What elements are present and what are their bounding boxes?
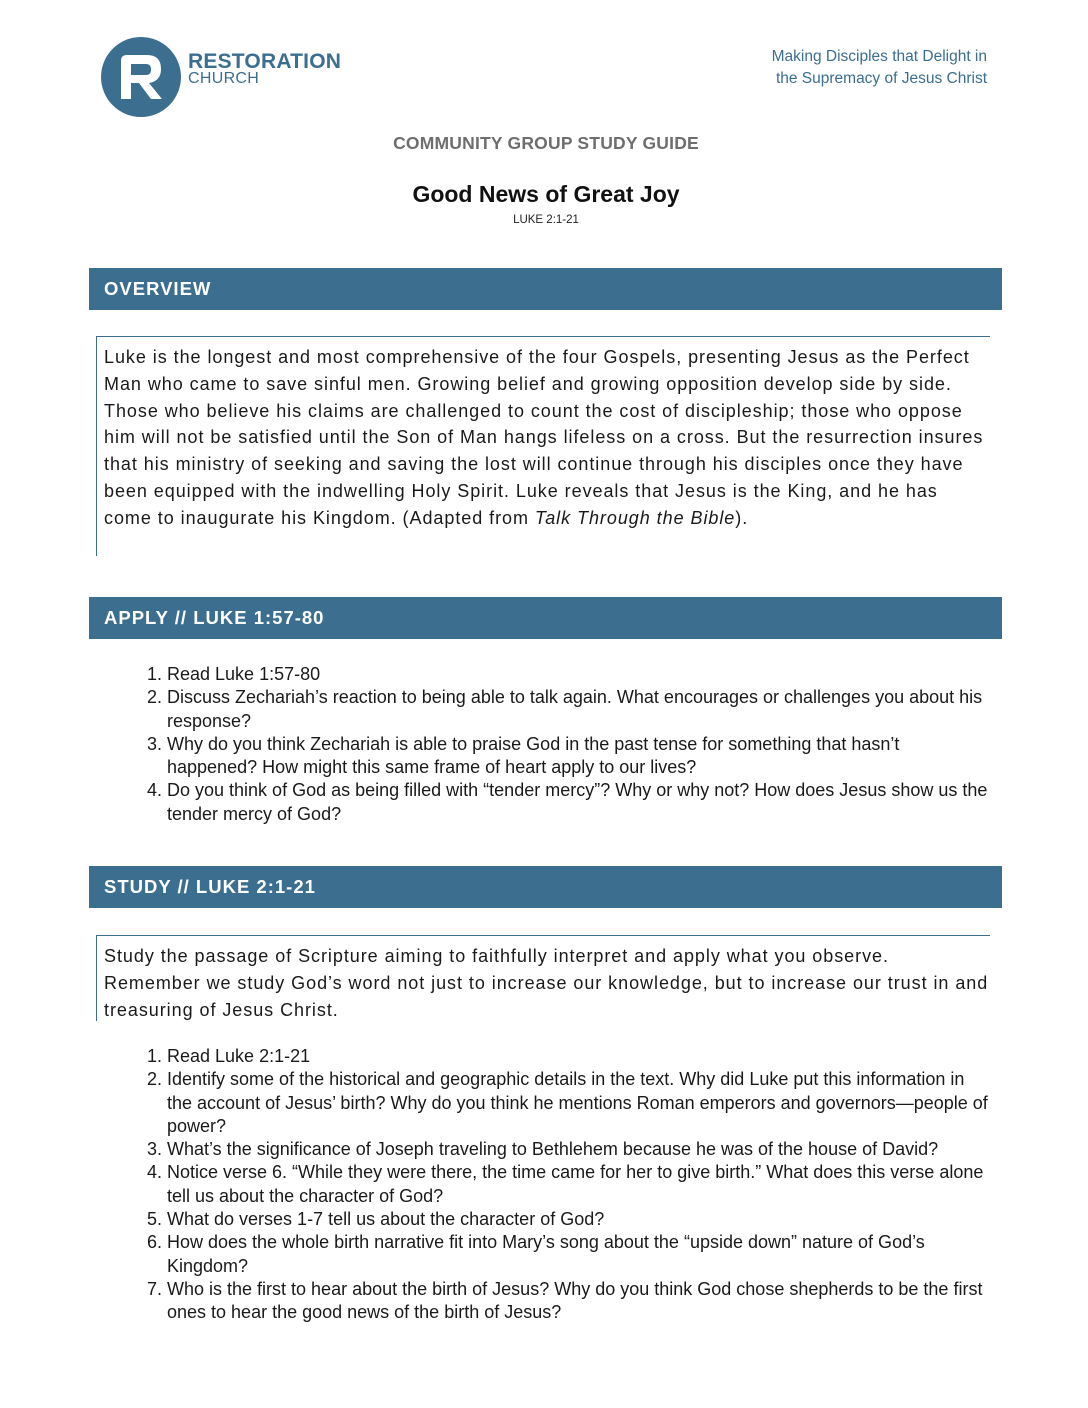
- overview-text: Luke is the longest and most comprehensive of the four Gospels, presenting Jesus as the Perfect Man who came to save sinful men. Growing belief and growing opposition develop side by side. Those who believe his claims are challenged to count the cost of discipleship; those who oppose him will not be satisfied until the Son of Man hangs lifeless on a cross. But the resurrection insures that his ministry of seeking and saving the lost will continue through his disciples once they have been equipped with the indwelling Holy Spirit. Luke reveals that Jesus is the King, and he has come to inaugurate his Kingdom. (Adapted from: [104, 347, 984, 528]
- list-item: 4. Notice verse 6. “While they were there, the time came for her to give birth.” What does this verse alone tell us about the character of God?: [167, 1161, 991, 1208]
- list-item: 3. Why do you think Zechariah is able to praise God in the past tense for something that hasn’t happened? How might this same frame of heart apply to our lives?: [167, 733, 991, 780]
- list-item: 2. Discuss Zechariah’s reaction to being able to talk again. What encourages or challenges you about his response?: [167, 686, 991, 733]
- list-item: 6. How does the whole birth narrative fit into Mary’s song about the “upside down” nature of God’s Kingdom?: [167, 1231, 991, 1278]
- overview-heading: OVERVIEW: [89, 268, 1002, 310]
- overview-source: Talk Through the Bible: [534, 507, 736, 528]
- tagline-line-1: Making Disciples that Delight in: [771, 48, 987, 65]
- apply-question-list: [131, 663, 991, 826]
- list-item: 3. What’s the significance of Joseph traveling to Bethlehem because he was of the house of David?: [167, 1138, 991, 1161]
- list-item: 4. Do you think of God as being filled with “tender mercy”? Why or why not? How does Jesus show us the tender mercy of God?: [167, 779, 991, 826]
- overview-text-end: ).: [735, 507, 749, 528]
- study-heading: STUDY // LUKE 2:1-21: [89, 866, 1002, 908]
- scripture-reference: LUKE 2:1-21: [513, 214, 579, 226]
- logo-subtitle: CHURCH: [188, 70, 260, 87]
- study-intro-text: Study the passage of Scripture aiming to faithfully interpret and apply what you observe. Remember we study God’s word not just to increase our knowledge, but to increase our trust in and treasuring of Jesus Christ.: [104, 946, 989, 1020]
- tagline: [667, 46, 987, 90]
- logo-name: RESTORATION: [188, 50, 342, 73]
- list-item: 1. Read Luke 1:57-80: [167, 663, 991, 686]
- list-item: 1. Read Luke 2:1-21: [167, 1045, 991, 1068]
- church-logo: [101, 37, 346, 117]
- page-title: Good News of Great Joy: [412, 181, 680, 207]
- overview-box: [96, 336, 990, 556]
- tagline-line-2: the Supremacy of Jesus Christ: [775, 70, 987, 87]
- list-item: 2. Identify some of the historical and geographic details in the text. Why did Luke put this information in the account of Jesus’ birth? Why do you think he mentions Roman emperors and governors—people of power?: [167, 1068, 991, 1138]
- list-item: 7. Who is the first to hear about the birth of Jesus? Why do you think God chose shepherds to be the first ones to hear the good news of the birth of Jesus?: [167, 1278, 991, 1325]
- guide-label: COMMUNITY GROUP STUDY GUIDE: [393, 133, 699, 153]
- logo-r-mark-icon: [101, 37, 181, 117]
- apply-heading: APPLY // LUKE 1:57-80: [89, 597, 1002, 639]
- study-intro-box: [96, 935, 990, 1021]
- study-question-list: [131, 1045, 991, 1325]
- list-item: 5. What do verses 1-7 tell us about the character of God?: [167, 1208, 991, 1231]
